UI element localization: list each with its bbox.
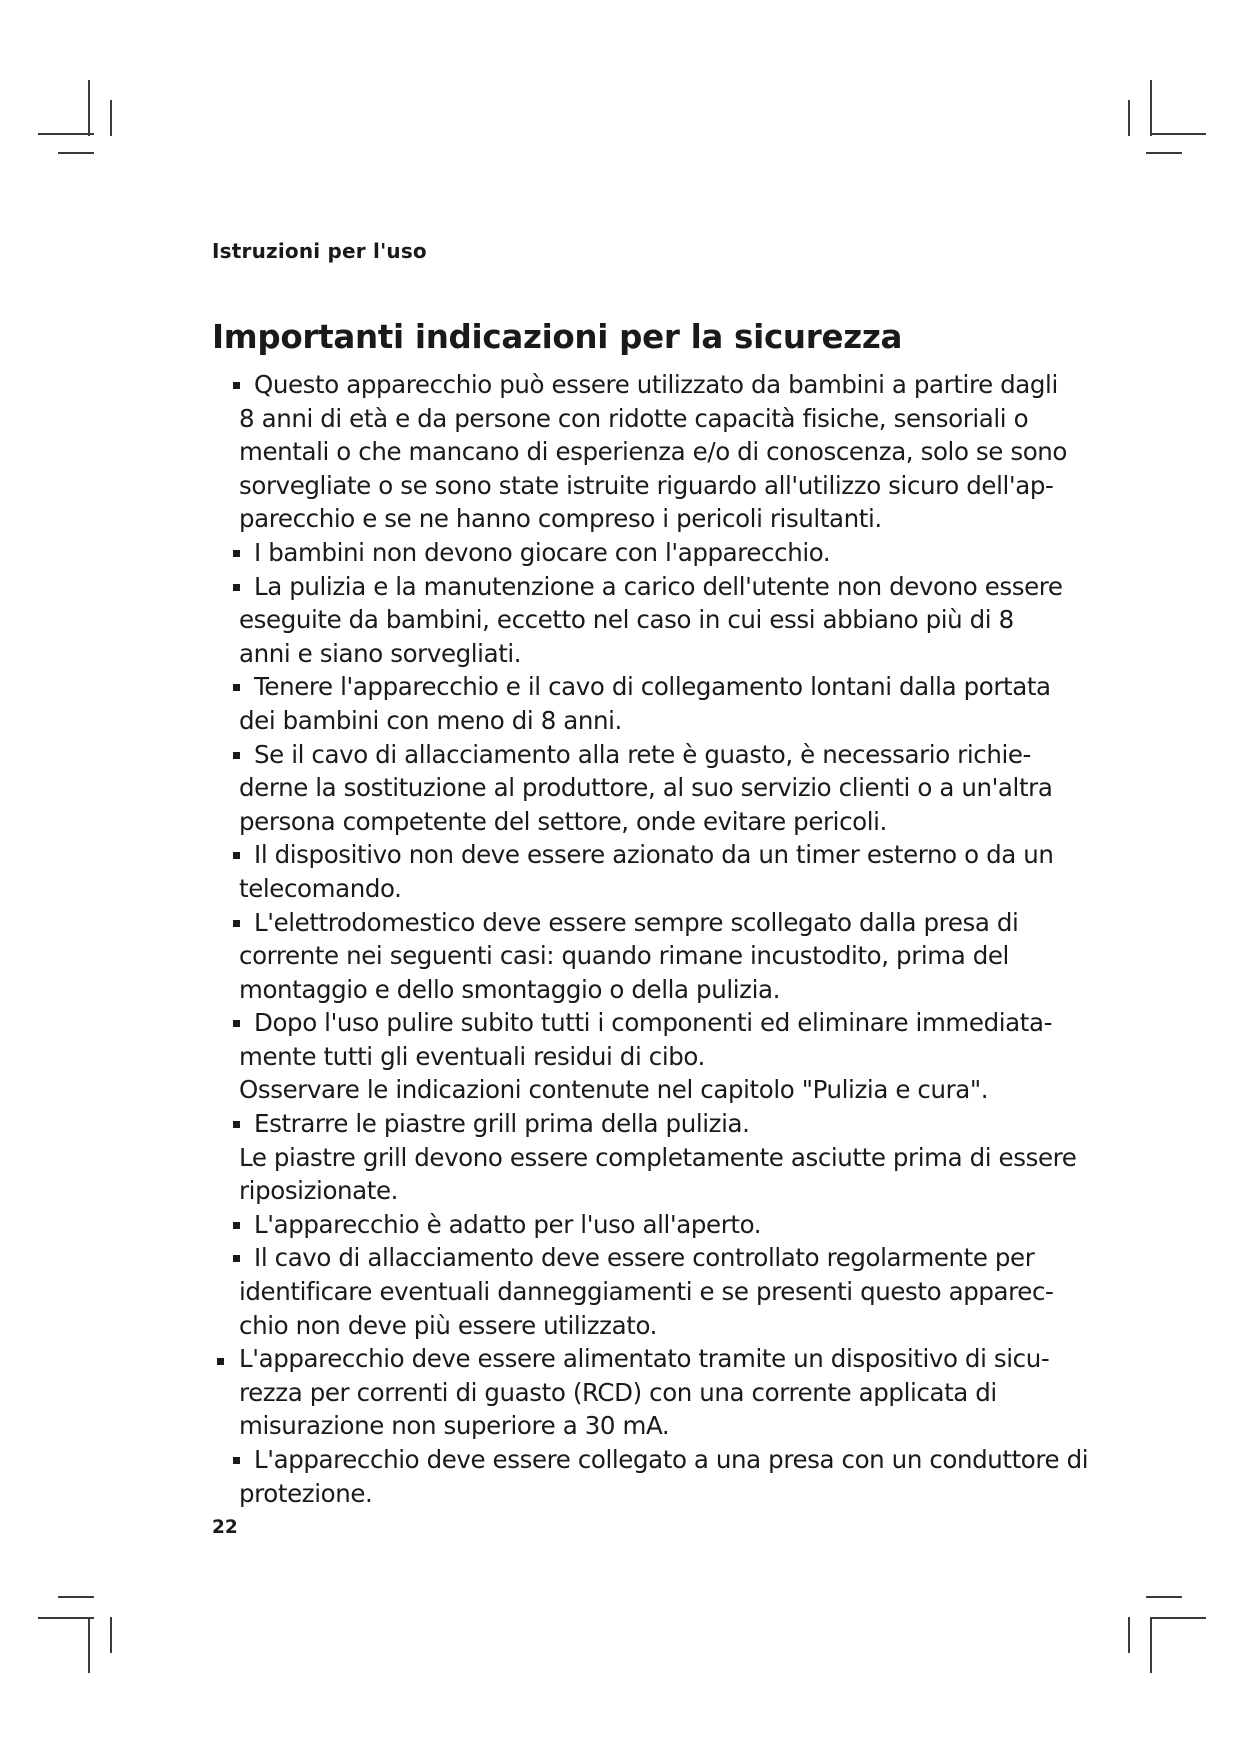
list-item-line: La pulizia e la manutenzione a carico dell'utente non devono essere — [254, 571, 1063, 601]
square-bullet-icon — [233, 1222, 240, 1229]
list-item — [212, 670, 1112, 737]
crop-mark — [58, 1596, 94, 1598]
crop-mark — [1128, 1617, 1130, 1653]
square-bullet-icon — [233, 1255, 240, 1262]
square-bullet-icon — [217, 1358, 224, 1365]
crop-mark — [58, 152, 94, 154]
square-bullet-icon — [233, 920, 240, 927]
crop-mark — [1150, 80, 1152, 136]
crop-mark — [88, 1617, 90, 1673]
list-item — [212, 738, 1112, 839]
list-item-line: L'elettrodomestico deve essere sempre scollegato dalla presa di — [254, 907, 1019, 937]
square-bullet-icon — [233, 550, 240, 557]
list-item — [212, 1006, 1112, 1107]
list-item-line: identificare eventuali danneggiamenti e se presenti questo apparec- — [239, 1277, 1054, 1307]
list-item-line: protezione. — [239, 1478, 373, 1508]
list-item-line: parecchio e se ne hanno compreso i pericoli risultanti. — [239, 504, 882, 534]
list-item-line: Il cavo di allacciamento deve essere controllato regolarmente per — [254, 1243, 1035, 1273]
crop-mark — [88, 80, 90, 136]
section-title: Importanti indicazioni per la sicurezza — [212, 318, 903, 356]
crop-mark — [110, 1617, 112, 1653]
list-item — [212, 906, 1112, 1007]
crop-mark — [1150, 1617, 1152, 1673]
crop-mark — [38, 133, 94, 135]
list-item-line: sorvegliate o se sono state istruite riguardo all'utilizzo sicuro dell'ap- — [239, 470, 1054, 500]
page-number: 22 — [212, 1517, 238, 1538]
crop-mark — [1150, 133, 1206, 135]
list-item-line: montaggio e dello smontaggio o della pulizia. — [239, 974, 781, 1004]
running-header: Istruzioni per l'uso — [212, 239, 427, 263]
crop-mark — [1146, 152, 1182, 154]
list-item-line: Estrarre le piastre grill prima della pulizia. — [254, 1109, 750, 1139]
list-item-line: Le piastre grill devono essere completamente asciutte prima di essere — [239, 1142, 1077, 1172]
list-item-line: L'apparecchio è adatto per l'uso all'aperto. — [254, 1209, 762, 1239]
list-item-line: eseguite da bambini, eccetto nel caso in cui essi abbiano più di 8 — [239, 605, 1014, 635]
list-item-line: riposizionate. — [239, 1176, 399, 1206]
list-item-line: Tenere l'apparecchio e il cavo di collegamento lontani dalla portata — [254, 672, 1051, 702]
list-item-line: misurazione non superiore a 30 mA. — [239, 1411, 670, 1441]
square-bullet-icon — [233, 1121, 240, 1128]
list-item-line: rezza per correnti di guasto (RCD) con una corrente applicata di — [239, 1377, 997, 1407]
list-item — [212, 838, 1112, 905]
list-item — [212, 1443, 1112, 1510]
crop-mark — [1150, 1617, 1206, 1619]
list-item-line: Questo apparecchio può essere utilizzato da bambini a partire dagli — [254, 370, 1058, 399]
list-item — [212, 1107, 1112, 1208]
list-item-line: Il dispositivo non deve essere azionato da un timer esterno o da un — [254, 840, 1054, 870]
square-bullet-icon — [233, 584, 240, 591]
list-item-line: L'apparecchio deve essere alimentato tramite un dispositivo di sicu- — [239, 1344, 1050, 1374]
list-item-line: L'apparecchio deve essere collegato a una presa con un conduttore di — [254, 1445, 1089, 1474]
square-bullet-icon — [233, 852, 240, 859]
list-item-line: chio non deve più essere utilizzato. — [239, 1310, 657, 1340]
list-item-line: telecomando. — [239, 873, 402, 903]
crop-mark — [1128, 100, 1130, 136]
list-item-line: derne la sostituzione al produttore, al suo servizio clienti o a un'altra — [239, 773, 1053, 803]
list-item — [212, 368, 1112, 536]
crop-mark — [110, 100, 112, 136]
list-item-line: anni e siano sorvegliati. — [239, 638, 522, 668]
list-item-line: mente tutti gli eventuali residui di cibo. — [239, 1041, 705, 1071]
list-item — [212, 1342, 1112, 1443]
list-item-line: persona competente del settore, onde evitare pericoli. — [239, 806, 887, 836]
list-item — [212, 1208, 1112, 1242]
list-item — [212, 536, 1112, 570]
list-item-line: dei bambini con meno di 8 anni. — [239, 705, 622, 735]
crop-mark — [38, 1617, 94, 1619]
square-bullet-icon — [233, 1020, 240, 1027]
list-item-line: 8 anni di età e da persone con ridotte capacità fisiche, sensoriali o — [239, 403, 1029, 433]
list-item-line: Osservare le indicazioni contenute nel capitolo "Pulizia e cura". — [239, 1075, 989, 1105]
list-item-line: mentali o che mancano di esperienza e/o di conoscenza, solo se sono — [239, 437, 1068, 467]
square-bullet-icon — [233, 684, 240, 691]
list-item — [212, 1241, 1112, 1342]
list-item-line: I bambini non devono giocare con l'apparecchio. — [254, 537, 831, 567]
safety-instructions-list — [212, 368, 1112, 1510]
crop-mark — [1146, 1596, 1182, 1598]
square-bullet-icon — [233, 1457, 240, 1464]
list-item-line: Se il cavo di allacciamento alla rete è guasto, è necessario richie- — [254, 739, 1031, 769]
list-item-line: corrente nei seguenti casi: quando rimane incustodito, prima del — [239, 941, 1009, 971]
list-item-line: Dopo l'uso pulire subito tutti i componenti ed eliminare immediata- — [254, 1008, 1053, 1038]
list-item — [212, 570, 1112, 671]
square-bullet-icon — [233, 752, 240, 759]
square-bullet-icon — [233, 382, 240, 389]
